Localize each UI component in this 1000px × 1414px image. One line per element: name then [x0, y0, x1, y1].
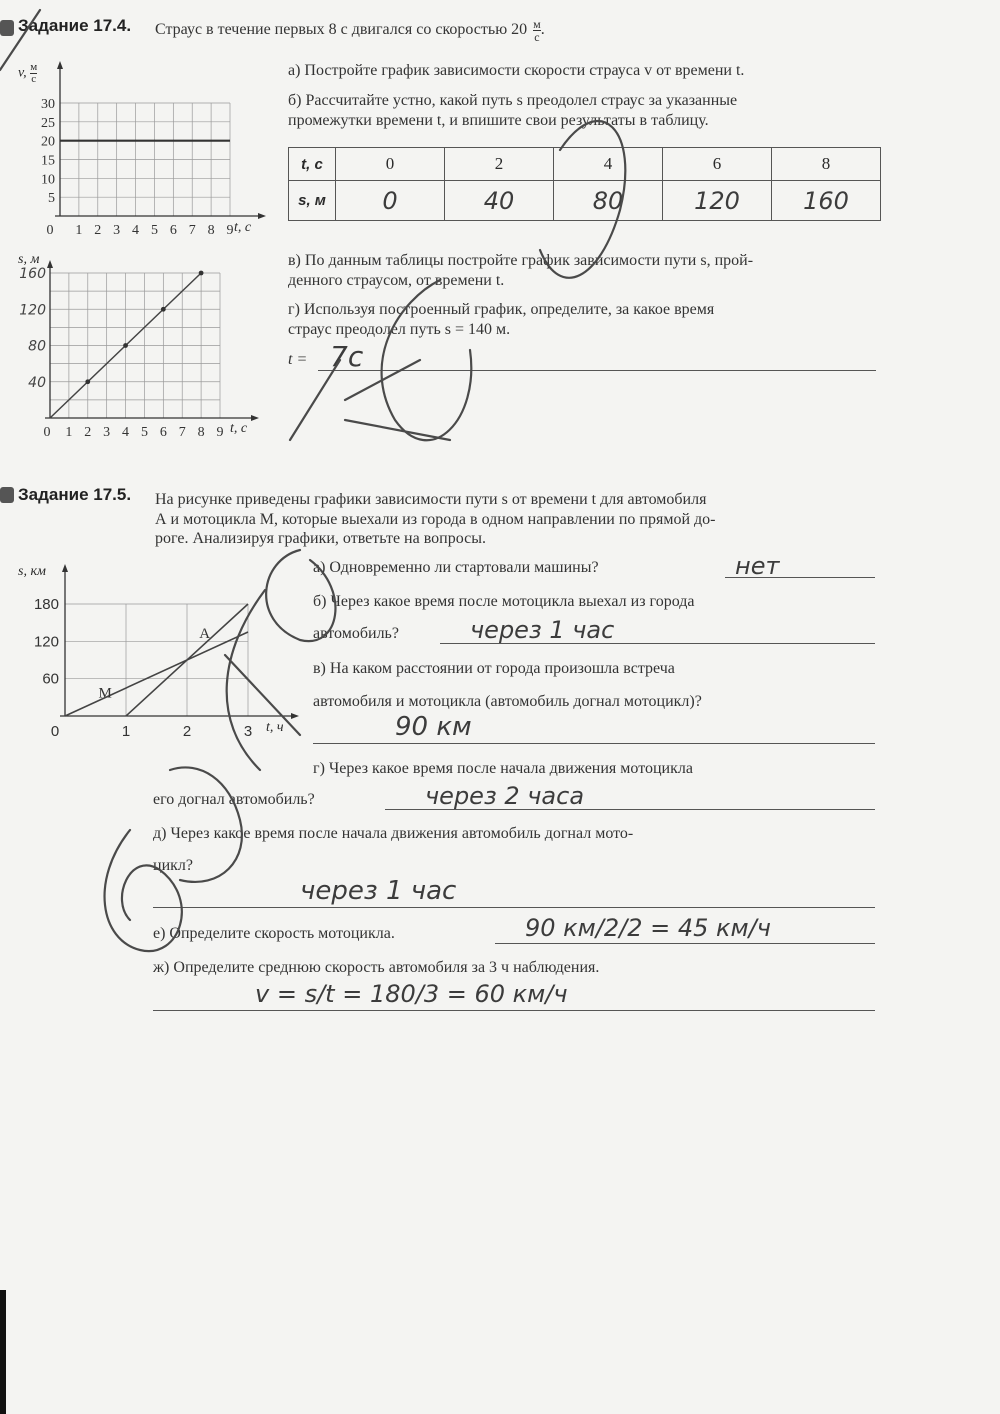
q-17-4-b-line2: промежутки времени t, и впишите свои результаты в таблицу.	[288, 112, 709, 129]
car-a-label: A	[199, 626, 211, 643]
task-17-5-intro-line3: роге. Анализируя графики, ответьте на вопросы.	[155, 530, 486, 547]
motion-x-axis-label: t, ч	[266, 720, 284, 735]
table-cell-t3: 6	[663, 148, 772, 181]
distance-table	[288, 147, 881, 221]
answer-line	[318, 370, 876, 371]
x-tick-label: 3	[103, 425, 111, 440]
task-17-5-intro-line1: На рисунке приведены графики зависимости пути s от времени t для автомобиля	[155, 491, 707, 508]
answer-label: t =	[288, 351, 308, 368]
q-17-4-g-line2: страус преодолел путь s = 140 м.	[288, 321, 511, 338]
y-tick-label: 25	[41, 115, 55, 131]
q-17-5-zh: ж) Определите среднюю скорость автомобиля за 3 ч наблюдения.	[153, 959, 600, 976]
answer-g[interactable]: через 2 часа	[425, 782, 585, 810]
x-tick-label: 8	[207, 223, 215, 238]
data-point	[161, 307, 166, 312]
v-x-axis-label: t, с	[234, 220, 252, 235]
y-tick-label: 160	[19, 266, 46, 282]
answer-d[interactable]: через 1 час	[300, 876, 457, 906]
q-17-4-g-line1: г) Используя построенный график, определите, за какое время	[288, 301, 715, 318]
answer-value[interactable]: 7c	[330, 340, 364, 373]
velocity-chart	[0, 55, 275, 245]
task-17-4-title: Задание 17.4.	[18, 16, 132, 35]
v-axis-label-text: v,	[18, 65, 27, 81]
task-badge-icon	[0, 487, 14, 503]
x-tick-label: 5	[150, 223, 158, 238]
q-17-5-d-line1: д) Через какое время после начала движения автомобиль догнал мото-	[153, 825, 634, 842]
s-x-axis-label: t, с	[230, 421, 248, 436]
y-tick-label: 180	[33, 596, 59, 613]
x-tick-label: 3	[243, 723, 253, 740]
x-tick-label: 3	[113, 223, 121, 238]
q-17-4-v-line1: в) По данным таблицы постройте график зависимости пути s, прой-	[288, 252, 754, 269]
q-17-5-v-line1: в) На каком расстоянии от города произошла встреча	[313, 660, 675, 677]
answer-line-zh	[153, 1010, 875, 1011]
data-point	[123, 343, 128, 348]
answer-v[interactable]: 90 км	[395, 712, 472, 742]
table-cell-t2: 4	[554, 148, 663, 181]
q-17-4-v-line2: денного страусом, от времени t.	[288, 272, 505, 289]
x-tick-label: 7	[188, 223, 196, 238]
x-tick-label: 4	[122, 425, 130, 440]
task-17-4-intro: Страус в течение первых 8 с двигался со скоростью 20 м с .	[155, 17, 545, 44]
table-cell-s3[interactable]: 120	[663, 181, 772, 221]
y-tick-label: 30	[41, 97, 55, 112]
y-tick-label: 40	[28, 374, 46, 391]
y-tick-label: 20	[41, 134, 55, 150]
data-point	[85, 379, 90, 384]
v-unit-num: м	[30, 61, 38, 73]
intro-unit-den: с	[534, 30, 540, 44]
q-17-5-b-line1: б) Через какое время после мотоцикла выехал из города	[313, 593, 695, 610]
q-17-5-b-line2: автомобиль?	[313, 625, 399, 642]
y-tick-label: 60	[42, 670, 59, 688]
x-tick-label: 7	[178, 425, 186, 440]
y-tick-label: 5	[48, 191, 55, 207]
answer-line-e	[495, 943, 875, 944]
table-row-t	[289, 148, 881, 181]
x-tick-label: 5	[140, 425, 148, 440]
table-cell-t4: 8	[772, 148, 881, 181]
task-17-5-intro-line2: А и мотоцикла М, которые выехали из города в одном направлении по прямой до-	[155, 511, 716, 528]
data-point	[199, 271, 204, 276]
x-tick-label: 4	[132, 223, 140, 238]
motion-y-axis-label: s, км	[18, 564, 46, 579]
intro-unit	[533, 18, 541, 43]
q-17-5-e: е) Определите скорость мотоцикла.	[153, 925, 395, 942]
table-header-t: t, с	[289, 148, 336, 181]
answer-line-d	[153, 907, 875, 908]
s-axis-label: s, м	[18, 252, 40, 267]
x-tick-label: 1	[75, 223, 83, 238]
table-cell-s0[interactable]: 0	[336, 181, 445, 221]
scan-edge	[0, 1290, 6, 1414]
v-axis-unit	[30, 62, 37, 85]
x-tick-label: 6	[169, 223, 177, 238]
v-axis-label	[18, 62, 37, 85]
table-cell-t1: 2	[445, 148, 554, 181]
x-tick-label: 6	[159, 425, 167, 440]
q-17-5-g-line1: г) Через какое время после начала движения мотоцикла	[313, 760, 693, 777]
x-tick-label: 2	[94, 223, 102, 238]
q-17-5-a: а) Одновременно ли стартовали машины?	[313, 559, 599, 576]
table-cell-t0: 0	[336, 148, 445, 181]
answer-a[interactable]: нет	[735, 552, 780, 580]
y-tick-label: 120	[33, 633, 59, 651]
intro-text: Страус в течение первых 8 с двигался со скоростью 20	[155, 21, 528, 39]
y-tick-label: 15	[41, 153, 55, 169]
x-tick-label: 0	[43, 425, 51, 440]
distance-chart	[0, 258, 275, 443]
y-tick-label: 120	[19, 302, 46, 319]
x-tick-label: 0	[50, 723, 60, 740]
v-unit-den: с	[31, 73, 37, 85]
table-cell-s4[interactable]: 160	[772, 181, 881, 221]
table-cell-s2[interactable]: 80	[554, 181, 663, 221]
motorcycle-m-label: M	[98, 685, 112, 702]
y-tick-label: 80	[28, 338, 46, 355]
x-tick-label: 0	[46, 223, 54, 238]
x-tick-label: 2	[84, 425, 92, 440]
motorcycle-m-line	[65, 632, 248, 716]
table-header-s: s, м	[289, 181, 336, 221]
x-tick-label: 1	[121, 723, 131, 740]
answer-zh[interactable]: v = s/t = 180/3 = 60 км/ч	[255, 980, 568, 1008]
x-tick-label: 8	[197, 425, 205, 440]
answer-line-v	[313, 743, 875, 744]
x-tick-label: 1	[65, 425, 73, 440]
table-cell-s1[interactable]: 40	[445, 181, 554, 221]
q-17-5-d-line2: цикл?	[153, 857, 193, 874]
table-row-s	[289, 181, 881, 221]
y-tick-label: 10	[41, 172, 55, 188]
answer-b[interactable]: через 1 час	[470, 616, 615, 644]
task-17-5-title: Задание 17.5.	[18, 485, 132, 504]
q-17-4-a: а) Постройте график зависимости скорости страуса v от времени t.	[288, 62, 745, 79]
answer-e[interactable]: 90 км/2/2 = 45 км/ч	[525, 914, 771, 942]
intro-unit-num: м	[533, 17, 541, 31]
x-tick-label: 2	[182, 723, 192, 740]
q-17-5-v-line2: автомобиля и мотоцикла (автомобиль догнал мотоцикл)?	[313, 693, 702, 710]
task-badge-icon	[0, 20, 14, 36]
q-17-4-b-line1: б) Рассчитайте устно, какой путь s преодолел страус за указанные	[288, 92, 738, 109]
q-17-5-g-line2: его догнал автомобиль?	[153, 791, 315, 808]
x-tick-label: 9	[226, 223, 234, 238]
x-tick-label: 9	[216, 425, 224, 440]
